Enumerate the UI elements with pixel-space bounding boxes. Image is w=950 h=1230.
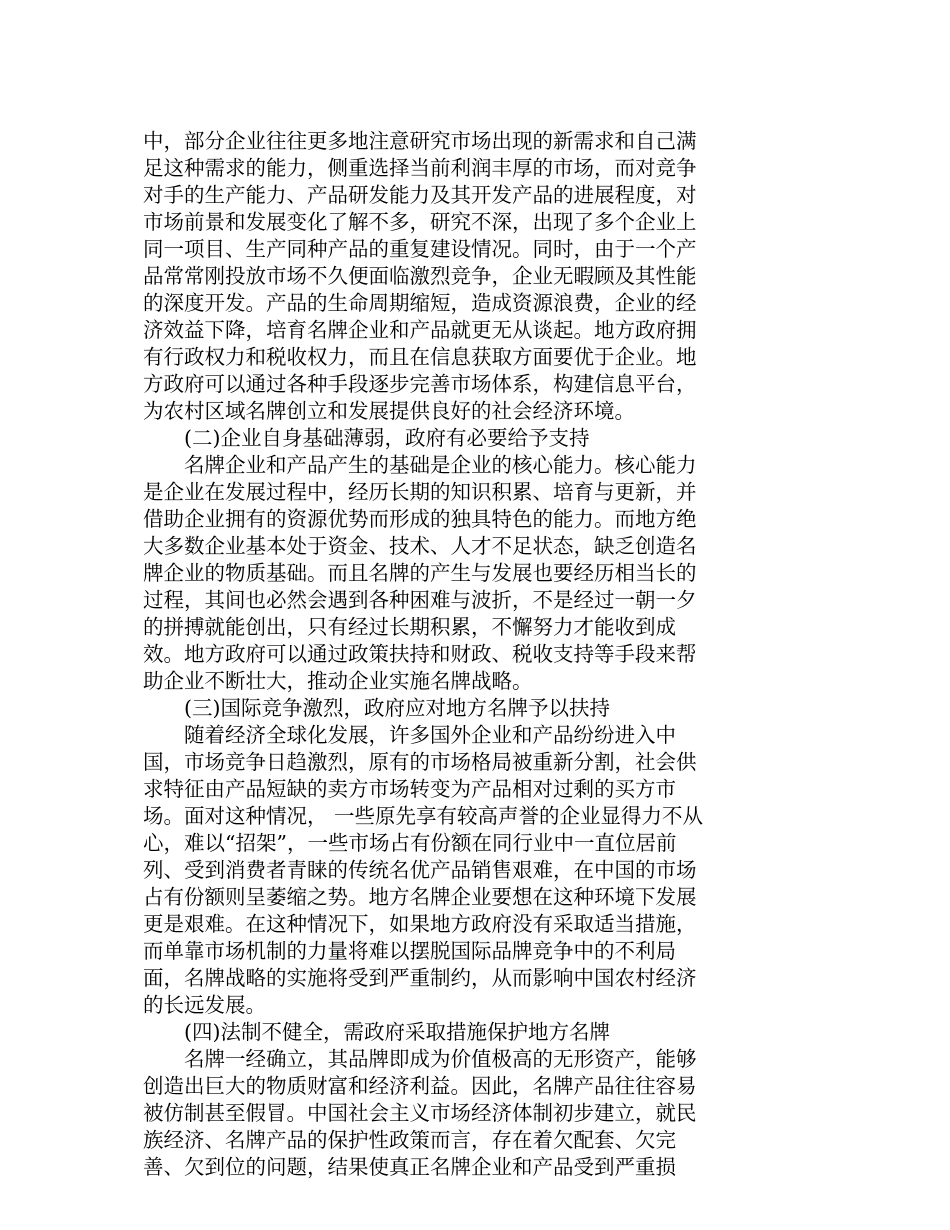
heading-text: (三)国际竞争激烈，政府应对地方名牌予以扶持 bbox=[184, 696, 610, 720]
text-line: 大多数企业基本处于资金、技术、人才不足状态，缺乏创造名 bbox=[143, 534, 697, 558]
body-paragraph bbox=[143, 452, 733, 695]
section-heading bbox=[143, 1019, 733, 1046]
text-line: 助企业不断壮大，推动企业实施名牌战略。 bbox=[143, 669, 533, 693]
text-line: 族经济、名牌产品的保护性政策而言，存在着欠配套、欠完 bbox=[143, 1128, 676, 1152]
text-line: 有行政权力和税收权力，而且在信息获取方面要优于企业。地 bbox=[143, 345, 697, 369]
text-line: 而单靠市场机制的力量将难以摆脱国际品牌竞争中的不利局 bbox=[143, 939, 676, 963]
heading-text: (四)法制不健全，需政府采取措施保护地方名牌 bbox=[184, 1020, 610, 1044]
text-line: 面，名牌战略的实施将受到严重制约，从而影响中国农村经济 bbox=[143, 966, 697, 990]
text-line: 名牌企业和产品产生的基础是企业的核心能力。核心能力 bbox=[184, 453, 697, 477]
text-line: 同一项目、生产同种产品的重复建设情况。同时，由于一个产 bbox=[143, 237, 697, 261]
text-line: 创造出巨大的物质财富和经济利益。因此，名牌产品往往容易 bbox=[143, 1074, 697, 1098]
document-page bbox=[143, 128, 733, 1181]
text-line: 的深度开发。产品的生命周期缩短，造成资源浪费，企业的经 bbox=[143, 291, 697, 315]
text-line: 济效益下降，培育名牌企业和产品就更无从谈起。地方政府拥 bbox=[143, 318, 697, 342]
text-line: 求特征由产品短缺的卖方市场转变为产品相对过剩的买方市 bbox=[143, 777, 676, 801]
text-line: 列、受到消费者青睐的传统名优产品销售艰难，在中国的市场 bbox=[143, 858, 697, 882]
text-line: 中，部分企业往往更多地注意研究市场出现的新需求和自己满 bbox=[143, 129, 697, 153]
text-line: 的长远发展。 bbox=[143, 993, 266, 1017]
text-line: 对手的生产能力、产品研发能力及其开发产品的进展程度，对 bbox=[143, 183, 697, 207]
text-line: 借助企业拥有的资源优势而形成的独具特色的能力。而地方绝 bbox=[143, 507, 697, 531]
text-line: 牌企业的物质基础。而且名牌的产生与发展也要经历相当长的 bbox=[143, 561, 697, 585]
text-line: 更是艰难。在这种情况下，如果地方政府没有采取适当措施， bbox=[143, 912, 697, 936]
text-line: 占有份额则呈萎缩之势。地方名牌企业要想在这种环境下发展 bbox=[143, 885, 697, 909]
section-heading bbox=[143, 425, 733, 452]
section-heading bbox=[143, 695, 733, 722]
text-line: 足这种需求的能力，侧重选择当前利润丰厚的市场，而对竞争 bbox=[143, 156, 697, 180]
text-line: 方政府可以通过各种手段逐步完善市场体系，构建信息平台， bbox=[143, 372, 697, 396]
heading-text: (二)企业自身基础薄弱，政府有必要给予支持 bbox=[184, 426, 590, 450]
text-line: 名牌一经确立，其品牌即成为价值极高的无形资产，能够 bbox=[184, 1047, 697, 1071]
text-line: 效。地方政府可以通过政策扶持和财政、税收支持等手段来帮 bbox=[143, 642, 697, 666]
body-paragraph bbox=[143, 722, 733, 1019]
text-line: 心，难以“招架”，一些市场占有份额在同行业中一直位居前 bbox=[143, 831, 677, 855]
text-line: 市场前景和发展变化了解不多，研究不深，出现了多个企业上 bbox=[143, 210, 697, 234]
text-line: 善、欠到位的问题，结果使真正名牌企业和产品受到严重损 bbox=[143, 1155, 676, 1179]
text-line: 是企业在发展过程中，经历长期的知识积累、培育与更新，并 bbox=[143, 480, 697, 504]
text-line: 国，市场竞争日趋激烈，原有的市场格局被重新分割，社会供 bbox=[143, 750, 697, 774]
text-line: 品常常刚投放市场不久便面临激烈竞争，企业无暇顾及其性能 bbox=[143, 264, 697, 288]
text-line: 随着经济全球化发展，许多国外企业和产品纷纷进入中 bbox=[184, 723, 676, 747]
text-line: 的拼搏就能创出，只有经过长期积累，不懈努力才能收到成 bbox=[143, 615, 676, 639]
body-paragraph bbox=[143, 1046, 733, 1181]
text-line: 被仿制甚至假冒。中国社会主义市场经济体制初步建立，就民 bbox=[143, 1101, 697, 1125]
body-paragraph bbox=[143, 128, 733, 425]
text-line: 场。面对这种情况， 一些原先享有较高声誉的企业显得力不从 bbox=[143, 804, 704, 828]
text-line: 过程，其间也必然会遇到各种困难与波折，不是经过一朝一夕 bbox=[143, 588, 697, 612]
text-line: 为农村区域名牌创立和发展提供良好的社会经济环境。 bbox=[143, 399, 635, 423]
